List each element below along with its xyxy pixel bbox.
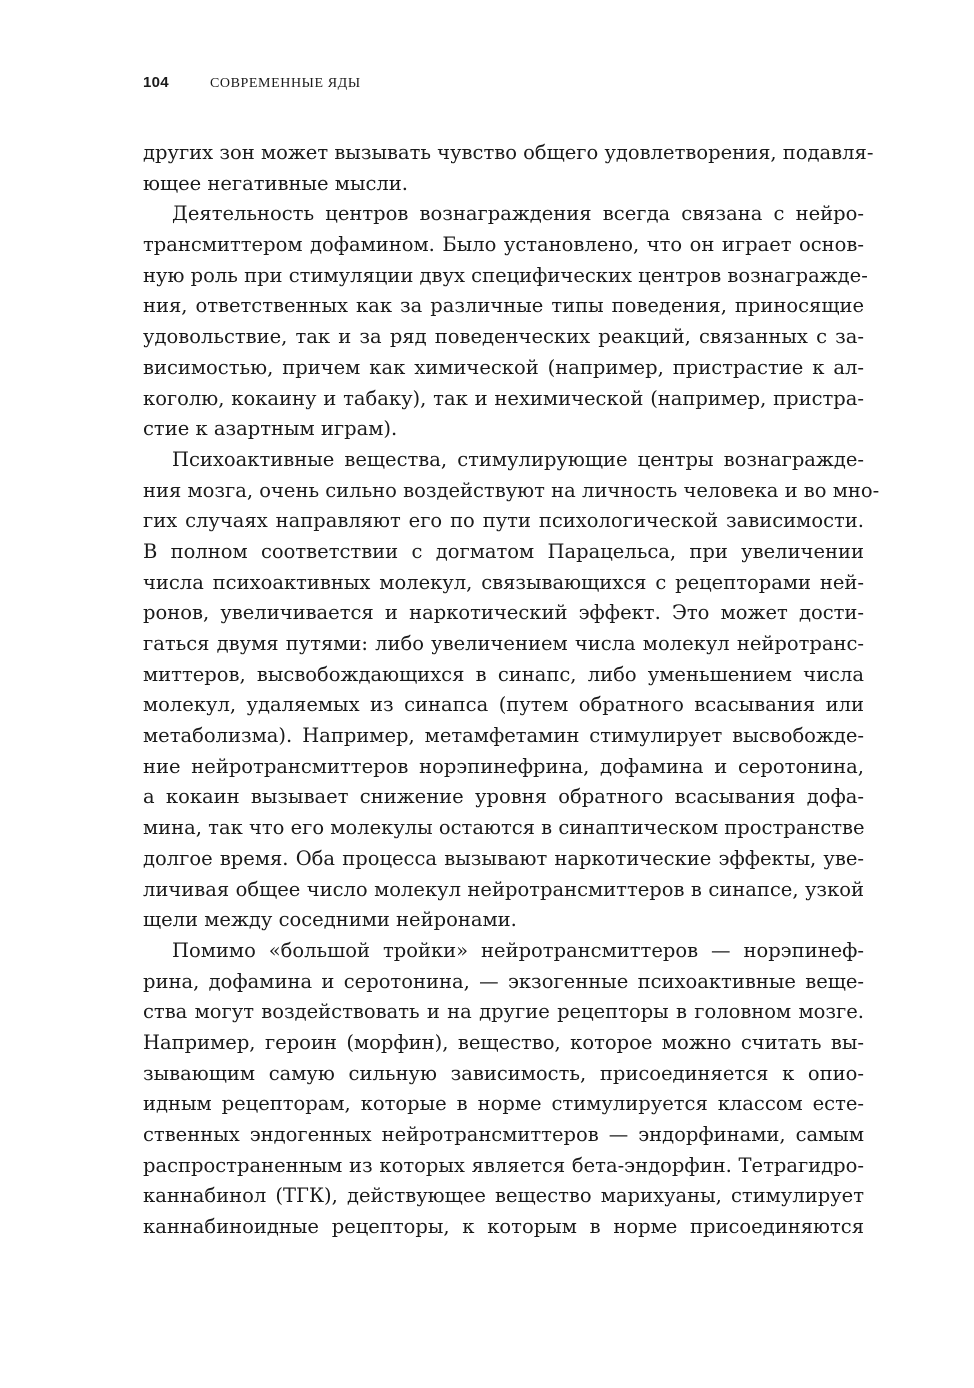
paragraph-4 bbox=[143, 936, 864, 1243]
text-line: ронов, увеличивается и наркотический эффект. Это может дости- bbox=[143, 601, 864, 625]
text-line: миттеров, высвобождающихся в синапс, либо уменьшением числа bbox=[143, 662, 864, 686]
paragraph-1 bbox=[143, 138, 874, 199]
book-title: СОВРЕМЕННЫЕ ЯДЫ bbox=[209, 76, 361, 91]
text-line: других зон может вызывать чувство общего удовлетворения, подавля- bbox=[143, 141, 874, 164]
text-line: а кокаин вызывает снижение уровня обратного всасывания дофа- bbox=[143, 785, 864, 809]
text-line: удовольствие, так и за ряд поведенческих реакций, связанных с за- bbox=[143, 325, 864, 349]
text-line: щели между соседними нейронами. bbox=[143, 908, 517, 932]
text-line: распространенным из которых является бета-эндорфин. Тетрагидро- bbox=[143, 1153, 864, 1177]
text-line: Деятельность центров вознаграждения всегда связана с нейро- bbox=[172, 202, 864, 226]
text-line: Психоактивные вещества, стимулирующие центры вознагражде- bbox=[172, 447, 864, 471]
text-line: рина, дофамина и серотонина, — экзогенные психоактивные веще- bbox=[143, 969, 864, 993]
text-line: молекул, удаляемых из синапса (путем обратного всасывания или bbox=[143, 693, 864, 717]
running-header bbox=[143, 74, 361, 100]
text-line: Помимо «большой тройки» нейротрансмиттеров — норэпинеф- bbox=[172, 938, 864, 962]
text-line: гаться двумя путями: либо увеличением числа молекул нейротранс- bbox=[143, 632, 864, 655]
text-line: ную роль при стимуляции двух специфических центров вознагражде- bbox=[143, 263, 868, 287]
text-line: коголю, кокаину и табаку), так и нехимической (например, пристра- bbox=[143, 386, 864, 410]
text-line: стие к азартным играм). bbox=[143, 417, 398, 441]
page-number: 104 bbox=[143, 74, 169, 91]
text-line: В полном соответствии с догматом Парацельса, при увеличении bbox=[143, 539, 864, 563]
paragraph-3 bbox=[143, 445, 880, 936]
text-line: ние нейротрансмиттеров норэпинефрина, дофамина и серотонина, bbox=[143, 754, 864, 778]
text-line: ющее негативные мысли. bbox=[143, 171, 408, 195]
text-line: ственных эндогенных нейротрансмиттеров — эндорфинами, самым bbox=[143, 1123, 864, 1146]
text-line: личивая общее число молекул нейротрансмиттеров в синапсе, узкой bbox=[143, 877, 864, 901]
text-line: трансмиттером дофамином. Было установлено, что он играет основ- bbox=[143, 233, 864, 257]
text-line: зывающим самую сильную зависимость, присоединяется к опио- bbox=[143, 1061, 864, 1085]
text-line: мина, так что его молекулы остаются в синаптическом пространстве bbox=[143, 816, 865, 840]
text-line: идным рецепторам, которые в норме стимулируется классом есте- bbox=[143, 1092, 864, 1116]
text-line: числа психоактивных молекул, связывающихся с рецепторами ней- bbox=[143, 570, 864, 594]
text-line: каннабинол (ТГК), действующее вещество марихуаны, стимулирует bbox=[143, 1184, 864, 1208]
text-line: долгое время. Оба процесса вызывают наркотические эффекты, уве- bbox=[143, 846, 864, 870]
text-line: ния, ответственных как за различные типы поведения, приносящие bbox=[143, 294, 864, 318]
text-line: висимостью, причем как химической (например, пристрастие к ал- bbox=[143, 355, 864, 379]
text-line: каннабиноидные рецепторы, к которым в норме присоединяются bbox=[143, 1215, 864, 1239]
text-line: ния мозга, очень сильно воздействуют на личность человека и во мно- bbox=[143, 478, 880, 502]
body-text bbox=[143, 138, 880, 1243]
text-line: Например, героин (морфин), вещество, которое можно считать вы- bbox=[143, 1030, 864, 1054]
text-line: гих случаях направляют его по пути психологической зависимости. bbox=[143, 509, 864, 533]
text-line: метаболизма). Например, метамфетамин стимулирует высвобожде- bbox=[143, 724, 864, 748]
paragraph-2 bbox=[143, 199, 868, 445]
text-line: ства могут воздействовать и на другие рецепторы в головном мозге. bbox=[143, 1000, 864, 1024]
